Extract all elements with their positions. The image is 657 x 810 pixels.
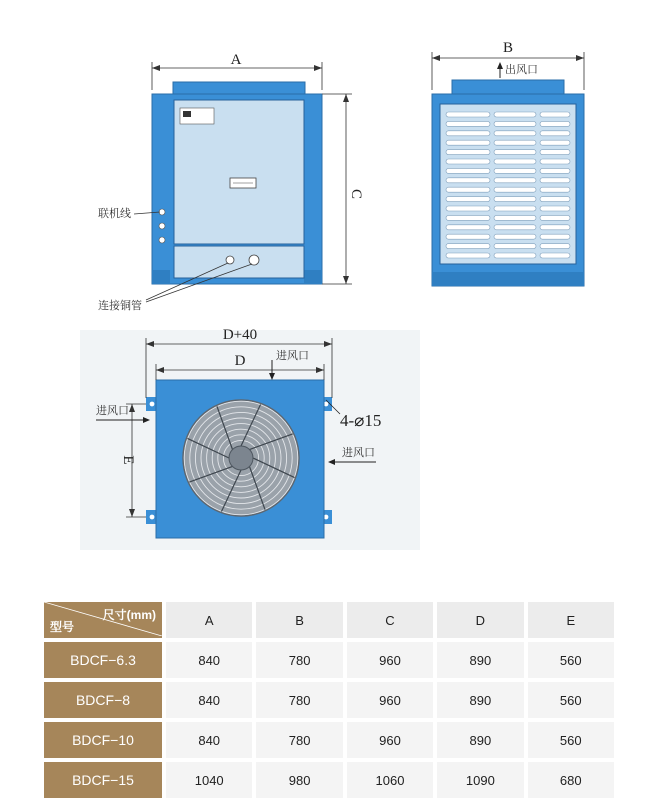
model-name: BDCF−10 [44,722,162,758]
louver-slot [494,168,536,173]
louver-slot [446,121,490,126]
louver-slot [446,253,490,258]
louver-slot [494,131,536,136]
louver-slot [494,121,536,126]
inlet-top-label: 进风口 [276,349,309,362]
louver-slot [540,112,570,117]
table-cell: 780 [256,682,342,718]
louver-slot [494,206,536,211]
side-view [432,40,584,286]
louver-slot [540,225,570,230]
louver-slot [446,112,490,117]
louver-slot [494,215,536,220]
holes-label: 4-⌀15 [340,411,382,430]
dim-label-B: B [502,40,514,56]
outlet-label: 出风口 [505,63,538,76]
table-cell: 890 [437,722,523,758]
louver-slot [446,197,490,202]
table-cell: 780 [256,642,342,678]
louver-slot [494,150,536,155]
louver-slot [540,159,570,164]
dim-label-D-plus-40: D+40 [222,327,258,343]
louver-slot [494,178,536,183]
table-row [44,762,614,798]
table-cell: 560 [528,642,614,678]
dim-label-D: D [234,353,246,369]
table-cell: 840 [166,682,252,718]
louver-slot [540,121,570,126]
louver-slot [540,140,570,145]
table-cell: 960 [347,682,433,718]
column-header: E [528,602,614,638]
table-row [44,722,614,758]
table-cell: 840 [166,642,252,678]
top-view [80,327,420,550]
louver-slot [446,159,490,164]
louver-slot [540,178,570,183]
spec-header-row [44,602,614,638]
louver-slot [446,187,490,192]
dim-label-A: A [230,52,242,68]
louver-slot [494,187,536,192]
column-header: A [166,602,252,638]
model-name: BDCF−8 [44,682,162,718]
pipe-port [226,256,234,264]
louver-slot [540,206,570,211]
table-row [44,642,614,678]
louver-slot [540,150,570,155]
table-row [44,682,614,718]
model-name: BDCF−6.3 [44,642,162,678]
table-cell: 560 [528,722,614,758]
louver-slot [446,131,490,136]
louver-slot [446,206,490,211]
callout-link-cable: 联机线 [98,207,131,220]
table-cell: 890 [437,682,523,718]
louver-slot [540,187,570,192]
front-view [98,52,364,312]
table-cell: 960 [347,722,433,758]
louver-slot [446,150,490,155]
louver-slot [494,197,536,202]
inlet-left-label: 进风口 [96,404,129,417]
column-header: C [347,602,433,638]
louver-slot [446,178,490,183]
louver-slot [540,131,570,136]
fan-hub [229,446,253,470]
louver-slot [540,197,570,202]
louver-slot [540,234,570,239]
louver-slot [494,159,536,164]
louver-slot [494,112,536,117]
table-cell: 840 [166,722,252,758]
louver-slot [540,244,570,249]
louver-slot [446,244,490,249]
louver-slot [446,234,490,239]
table-cell: 1060 [347,762,433,798]
table-cell: 890 [437,642,523,678]
louver-slot [540,168,570,173]
louver-slot [540,253,570,258]
spec-table [40,598,618,802]
dim-label-E: E [120,455,136,465]
table-cell: 560 [528,682,614,718]
table-cell: 960 [347,642,433,678]
louver-slot [494,234,536,239]
column-header: B [256,602,342,638]
table-cell: 1040 [166,762,252,798]
louver-slot [494,140,536,145]
louver-slot [446,168,490,173]
table-cell: 1090 [437,762,523,798]
louver-slot [446,140,490,145]
table-cell: 680 [528,762,614,798]
louver-slot [446,225,490,230]
table-cell: 780 [256,722,342,758]
spec-corner-header [44,602,162,638]
louver-slot [494,253,536,258]
louver-slot [540,215,570,220]
louver-slot [494,225,536,230]
inlet-right-label: 进风口 [342,446,375,459]
louver-slot [494,244,536,249]
dim-label-C: C [348,188,364,200]
table-cell: 980 [256,762,342,798]
callout-copper-pipe: 连接铜管 [98,299,142,312]
corner-dimension-label: 尺寸(mm) [102,608,156,622]
column-header: D [437,602,523,638]
louver-slot [446,215,490,220]
model-name: BDCF−15 [44,762,162,798]
corner-model-label: 型号 [50,620,75,634]
